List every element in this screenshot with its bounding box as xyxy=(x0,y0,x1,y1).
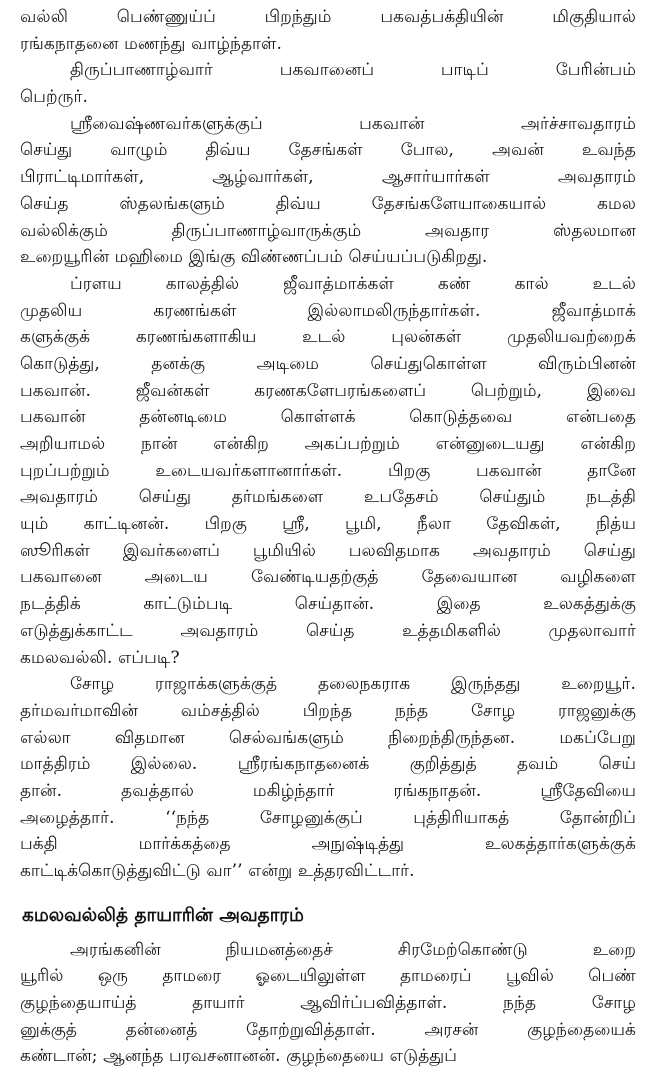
paragraph xyxy=(20,937,636,1070)
text-line: வல்லி பெண்ணுய்ப் பிறந்தும் பகவத்பக்தியின் மிகுதியால் xyxy=(20,7,636,27)
text-line: சோழ ராஜாக்களுக்குத் தலைநகராக இருந்தது உறையூர். xyxy=(70,674,636,695)
text-line: அரங்கனின் நியமனத்தைச் சிரமேற்கொண்டு உறை xyxy=(70,939,636,960)
text-line: உறையூரின் மஹிமை இங்கு விண்ணப்பம் செய்யப்படுகிறது. xyxy=(20,247,488,268)
text-line: வல்லிக்கும் திருப்பாணாழ்வாருக்கும் அவதார ஸ்தலமான xyxy=(20,220,636,241)
text-line: ரங்கநாதனை மணந்து வாழ்ந்தாள். xyxy=(20,33,282,54)
paragraph xyxy=(20,57,636,110)
paragraph xyxy=(20,271,636,671)
text-line: மாத்திரம் இல்லை. ஸ்ரீரங்கநாதனைக் குறித்துத் தவம் செய் xyxy=(20,754,636,775)
paragraph xyxy=(20,671,636,885)
text-line: செய்த ஸ்தலங்களும் திவ்ய தேசங்களேயாகையால் கமல xyxy=(20,193,636,214)
text-line: னுக்குத் தன்னைத் தோற்றுவித்தாள். அரசன் குழந்தையைக் xyxy=(20,1019,636,1040)
paragraph xyxy=(20,4,636,57)
text-line: எடுத்துக்காட்ட அவதாரம் செய்த உத்தமிகளில் முதலாவார் xyxy=(20,620,636,641)
text-line: நடத்திக் காட்டும்படி செய்தான். இதை உலகத்துக்கு xyxy=(20,594,636,615)
text-line: காட்டிக்கொடுத்துவிட்டு வா’’ என்று உத்தரவிட்டார். xyxy=(20,861,415,881)
text-line: பிராட்டிமார்கள், ஆழ்வார்கள், ஆசார்யார்கள் அவதாரம் xyxy=(20,167,636,188)
text-line: தான். தவத்தால் மகிழ்ந்தார் ரங்கநாதன். ஸ்ரீதேவியை xyxy=(20,780,636,801)
section-heading: கமலவல்லித் தாயாரின் அவதாரம் xyxy=(22,904,304,926)
text-line: செய்து வாழும் திவ்ய தேசங்கள் போல, அவன் உவந்த xyxy=(20,140,636,161)
text-line: பக்தி மார்க்கத்தை அநுஷ்டித்து உலகத்தார்களுக்குக் xyxy=(20,834,636,855)
text-line: கொடுத்து, தனக்கு அடிமை செய்துகொள்ள விரும்பினன் xyxy=(20,353,636,374)
text-line: திருப்பாணாழ்வார் பகவானைப் பாடிப் பேரின்பம் xyxy=(70,60,636,81)
text-line: பகவானை அடைய வேண்டியதற்குத் தேவையான வழிகளை xyxy=(20,567,636,588)
text-line: தர்மவர்மாவின் வம்சத்தில் பிறந்த நந்த சோழ ராஜனுக்கு xyxy=(20,700,636,721)
text-line: கமலவல்லி. எப்படி? xyxy=(20,647,180,668)
text-line: களுக்குக் கரணங்களாகிய உடல் புலன்கள் முதலியவற்றைக் xyxy=(20,327,636,348)
text-line: எல்லா விதமான செல்வங்களும் நிறைந்திருந்தன. மகப்பேறு xyxy=(20,727,636,748)
text-line: குழந்தையாய்த் தாயார் ஆவிர்ப்பவித்தாள். நந்த சோழ xyxy=(20,993,636,1014)
text-line: அறியாமல் நான் என்கிற அகப்பற்றும் என்னுடையது என்கிற xyxy=(20,434,636,454)
text-line: பெற்ருர். xyxy=(20,87,88,108)
text-line: அழைத்தார். ‘‘நந்த சோழனுக்குப் புத்திரியாகத் தோன்றிப் xyxy=(20,807,636,828)
text-line: புறப்பற்றும் உடையவர்களானார்கள். பிறகு பகவான் தானே xyxy=(20,460,636,481)
text-line: அவதாரம் செய்து தர்மங்களை உபதேசம் செய்தும் நடத்தி xyxy=(20,487,636,508)
text-line: யூரில் ஒரு தாமரை ஓடையிலுள்ள தாமரைப் பூவில் பெண் xyxy=(20,966,636,987)
text-line: ஸூரிகள் இவர்களைப் பூமியில் பலவிதமாக அவதாரம் செய்து xyxy=(20,540,636,561)
text-line: பகவான். ஜீவன்கள் கரணகளேபரங்களைப் பெற்றும், இவை xyxy=(20,380,636,401)
text-line: ப்ரளய காலத்தில் ஜீவாத்மாக்கள் கண் கால் உடல் xyxy=(70,273,636,294)
paragraph xyxy=(20,111,636,271)
text-line: யும் காட்டினன். பிறகு ஸ்ரீ, பூமி, நீலா தேவிகள், நித்ய xyxy=(20,514,636,535)
text-line: முதலிய கரணங்கள் இல்லாமலிருந்தார்கள். ஜீவாத்மாக் xyxy=(20,300,636,321)
text-line: ஸ்ரீவைஷ்ணவர்களுக்குப் பகவான் அர்ச்சாவதாரம் xyxy=(70,113,636,134)
text-line: கண்டான்; ஆனந்த பரவசனானன். குழந்தையை எடுத்துப் xyxy=(20,1046,457,1067)
text-line: பகவான் தன்னடிமை கொள்ளக் கொடுத்தவை என்பதை xyxy=(20,407,636,428)
